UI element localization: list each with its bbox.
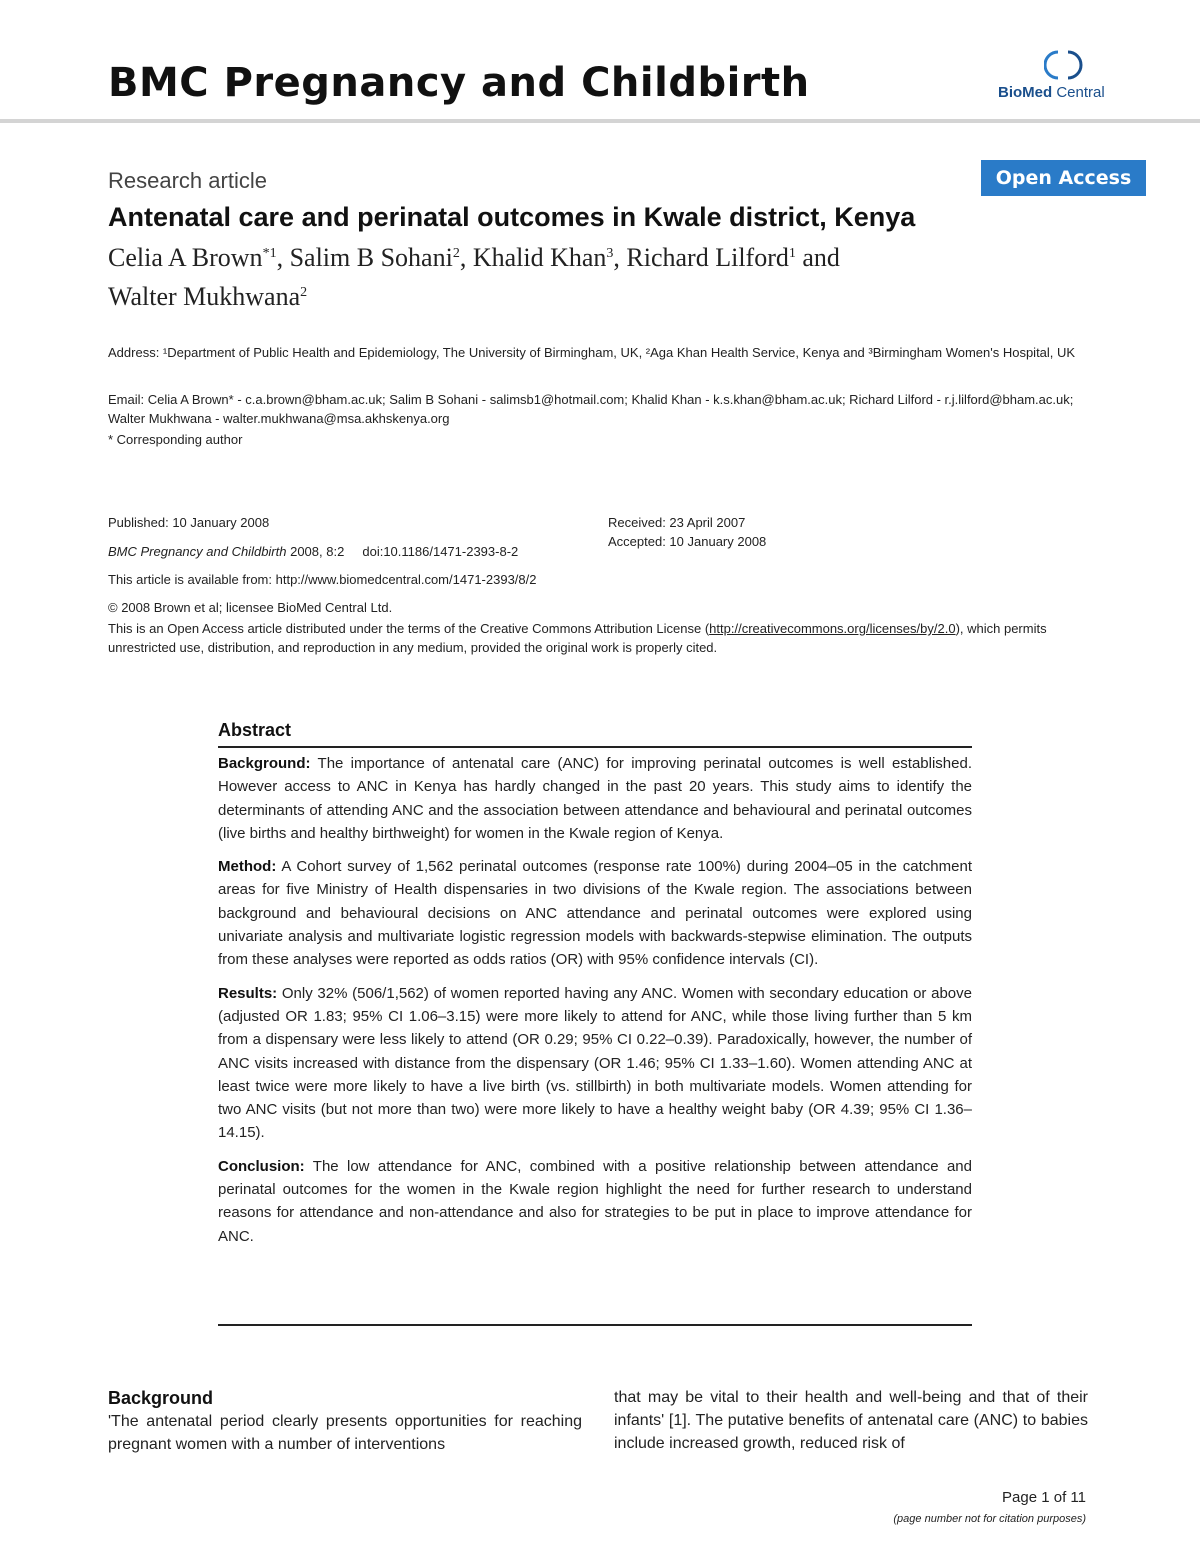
abstract-section-text: The importance of antenatal care (ANC) for improving perinatal outcomes is well established. However access to ANC in Kenya has hardly changed in the past 20 years. This study aims to identify the determinants of attending ANC and the association between attendance and behavioural and perinatal outcomes (live births and healthy birthweight) for women in the Kwale region of Kenya. bbox=[218, 755, 972, 842]
abstract-section-text: Only 32% (506/1,562) of women reported having any ANC. Women with secondary education or above (adjusted OR 1.83; 95% CI 1.06–3.15) were more likely to attend for ANC, while those living further than 5 km from a dispensary were less likely to attend (OR 0.29; 95% CI 0.22–0.39). Paradoxically, however, the number of ANC visits increased with distance from the dispensary (OR 1.46; 95% CI 1.33–1.60). Women attending ANC at least twice were more likely to have a live birth (vs. stillbirth) in both multivariate models. Women attending for two ANC visits (but not more than two) were more likely to have a healthy weight baby (OR 4.39; 95% CI 1.36–14.15). bbox=[218, 984, 972, 1142]
author-name[interactable]: Walter Mukhwana bbox=[108, 282, 301, 311]
affiliation-address: Address: ¹Department of Public Health and Epidemiology, The University of Birmingham, UK, ²Aga Khan Health Service, Kenya and ³Birmingham Women's Hospital, UK bbox=[108, 345, 1076, 360]
abstract-section-label: Results: bbox=[218, 984, 278, 1002]
page-number-note: (page number not for citation purposes) bbox=[893, 1513, 1086, 1525]
author-affiliation: *1 bbox=[262, 246, 277, 261]
article-url[interactable]: This article is available from: http://www.biomedcentral.com/1471-2393/8/2 bbox=[108, 572, 537, 587]
logo-bold-text: BioMed bbox=[998, 84, 1053, 101]
abstract-bottom-rule bbox=[218, 1324, 972, 1326]
open-access-badge: Open Access bbox=[981, 160, 1146, 196]
abstract-background bbox=[218, 752, 972, 845]
abstract-method bbox=[218, 855, 972, 971]
abstract-results bbox=[218, 982, 972, 1145]
author-separator: and bbox=[795, 243, 840, 272]
author-list bbox=[108, 236, 1068, 314]
abstract-section-text: A Cohort survey of 1,562 perinatal outcomes (response rate 100%) during 2004–05 in the catchment areas for five Ministry of Health dispensaries in two divisions of the Kwale region. The associations between background and behavioural decisions on ANC attendance and perinatal outcomes were explored using univariate analysis and multivariate logistic regression models with backwards-stepwise elimination. The outputs from these analyses were reported as odds ratios (OR) with 95% confidence intervals (CI). bbox=[218, 858, 972, 969]
abstract-block bbox=[218, 720, 972, 1248]
received-date: Received: 23 April 2007 bbox=[608, 515, 746, 530]
corresponding-author-note: * Corresponding author bbox=[108, 432, 243, 447]
biomed-logo-icon bbox=[1044, 48, 1084, 82]
journal-title: BMC Pregnancy and Childbirth bbox=[108, 60, 810, 106]
body-column-right bbox=[614, 1386, 1088, 1455]
author-affiliation: 2 bbox=[300, 285, 308, 300]
copyright-notice: © 2008 Brown et al; licensee BioMed Central Ltd. bbox=[108, 600, 393, 615]
section-heading-background: Background bbox=[108, 1388, 214, 1408]
license-statement bbox=[108, 619, 1108, 657]
author-affiliation: 1 bbox=[788, 246, 796, 261]
published-date: Published: 10 January 2008 bbox=[108, 515, 270, 530]
article-title: Antenatal care and perinatal outcomes in Kwale district, Kenya bbox=[108, 202, 916, 232]
author-separator: , bbox=[276, 243, 290, 272]
page-number: Page 1 of 11 bbox=[1002, 1489, 1086, 1506]
header-rule bbox=[0, 119, 1200, 123]
author-affiliation: 2 bbox=[452, 246, 460, 261]
accepted-date: Accepted: 10 January 2008 bbox=[608, 534, 767, 549]
abstract-section-label: Background: bbox=[218, 755, 311, 772]
author-affiliation: 3 bbox=[606, 246, 614, 261]
body-paragraph: that may be vital to their health and well-being and that of their infants' [1]. The putative benefits of antenatal care (ANC) to babies include increased growth, reduced risk of bbox=[614, 1389, 1088, 1452]
article-type: Research article bbox=[108, 168, 267, 193]
body-paragraph: 'The antenatal period clearly presents opportunities for reaching pregnant women with a number of interventions bbox=[108, 1413, 582, 1453]
abstract-conclusion bbox=[218, 1155, 972, 1248]
logo-light-text: Central bbox=[1052, 84, 1105, 101]
citation-journal: BMC Pregnancy and Childbirth bbox=[108, 544, 287, 559]
author-name[interactable]: Richard Lilford bbox=[626, 243, 789, 272]
abstract-section-label: Conclusion: bbox=[218, 1157, 305, 1175]
author-name[interactable]: Khalid Khan bbox=[472, 243, 607, 272]
author-name[interactable]: Salim B Sohani bbox=[289, 243, 453, 272]
license-text-after: ), which permits unrestricted use, distribution, and reproduction in any medium, provided the original work is properly cited. bbox=[108, 621, 1047, 655]
abstract-section-label: Method: bbox=[218, 858, 277, 876]
author-name[interactable]: Celia A Brown bbox=[108, 243, 263, 272]
author-emails[interactable]: Email: Celia A Brown* - c.a.brown@bham.ac.uk; Salim B Sohani - salimsb1@hotmail.com; Khalid Khan - k.s.khan@bham.ac.uk; Richard Lilford - r.j.lilford@bham.ac.uk; Walter Mukhwana - walter.mukhwana@msa.akhskenya.org bbox=[108, 392, 1074, 426]
abstract-section-text: The low attendance for ANC, combined with a positive relationship between attendance and perinatal outcomes for the women in the Kwale region highlight the need for further research to understand reasons for attendance and non-attendance and also for strategies to be put in place to improve attendance for ANC. bbox=[218, 1157, 972, 1245]
author-separator: , bbox=[613, 243, 627, 272]
citation-details: 2008, 8:2 doi:10.1186/1471-2393-8-2 bbox=[286, 544, 519, 559]
citation-line bbox=[108, 544, 518, 559]
author-separator: , bbox=[459, 243, 473, 272]
license-link[interactable]: http://creativecommons.org/licenses/by/2.0 bbox=[709, 621, 956, 636]
body-column-left bbox=[108, 1386, 582, 1456]
license-text-before: This is an Open Access article distributed under the terms of the Creative Commons Attribution License ( bbox=[108, 621, 710, 636]
biomed-central-logo[interactable] bbox=[996, 48, 1136, 108]
abstract-heading: Abstract bbox=[218, 720, 292, 740]
logo-wordmark bbox=[998, 84, 1105, 101]
abstract-top-rule bbox=[218, 746, 972, 748]
